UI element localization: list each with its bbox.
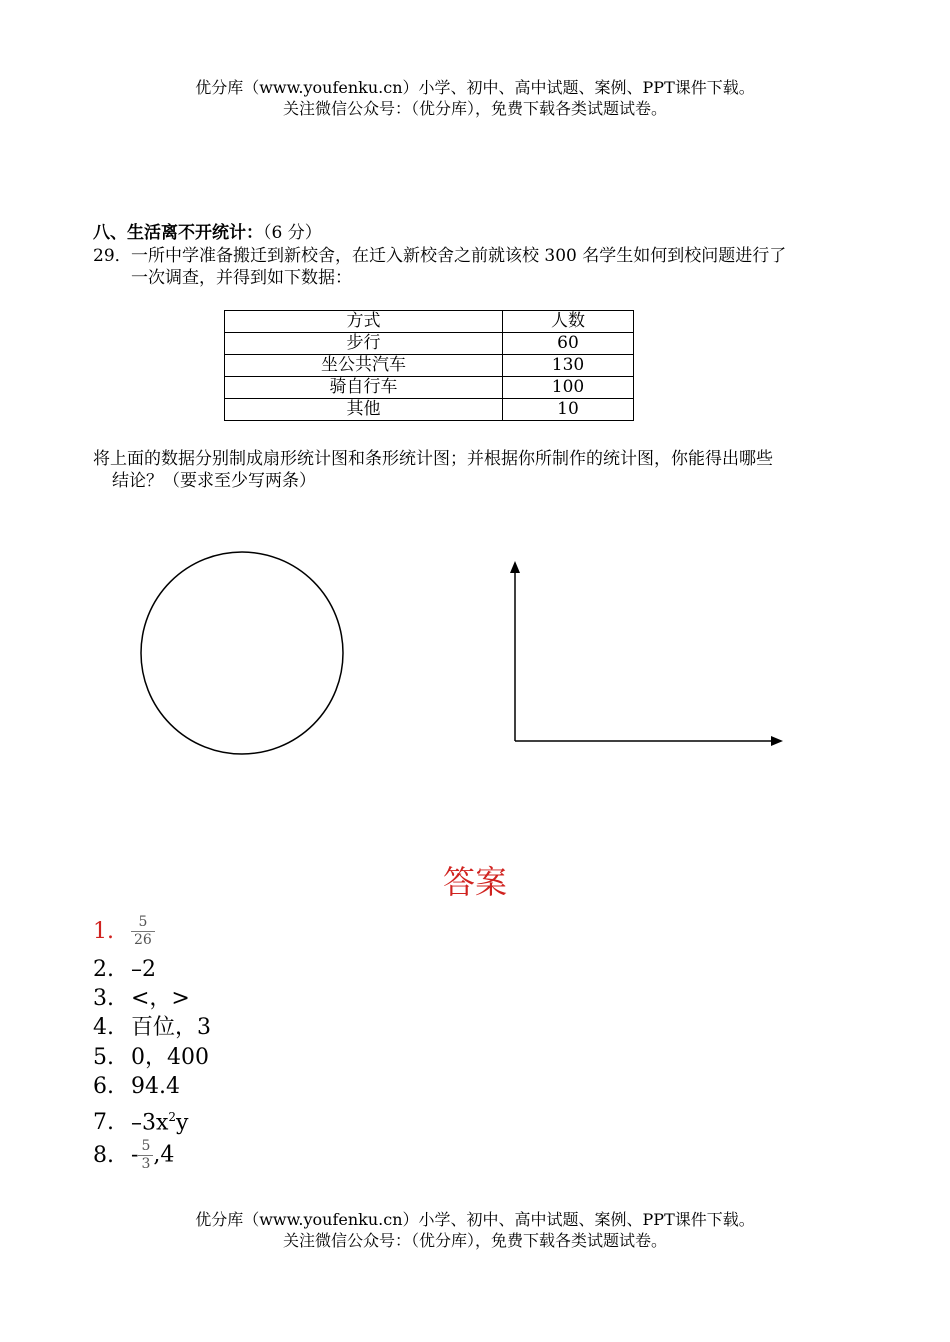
table-cell: 130 (503, 355, 634, 377)
answer-number: 3. (93, 986, 114, 1011)
answer-title: 答案 (442, 863, 507, 901)
blank-pie-chart-circle (141, 552, 343, 754)
table-cell: 100 (503, 377, 634, 399)
answer-item (93, 1073, 180, 1101)
question-text-line-2: 一次调查，并得到如下数据： (131, 268, 352, 288)
answer-item (93, 956, 156, 984)
answer-item (93, 1103, 188, 1137)
table-cell: 步行 (225, 333, 503, 355)
question-text-line-1: 一所中学准备搬迁到新校舍，在迁入新校舍之前就该校 300 名学生如何到校问题进行了 (131, 246, 787, 266)
blank-bar-chart-axes (510, 561, 783, 746)
answer-text: 0，400 (131, 1045, 209, 1070)
answer-number: 2. (93, 957, 114, 982)
fraction-numerator: 5 (131, 914, 155, 932)
answer-text: ,4 (153, 1142, 175, 1168)
header-line-1: 优分库（www.youfenku.cn）小学、初中、高中试题、案例、PPT课件下载。 (195, 78, 755, 97)
answer-item (93, 1014, 211, 1042)
answer-text: 百位，3 (131, 1015, 211, 1040)
question-number: 29． (93, 246, 132, 266)
section-points: （6 分） (263, 223, 322, 243)
y-axis-arrow (510, 561, 520, 573)
section-title-text: 八、生活离不开统计： (93, 223, 263, 243)
answer-fraction (138, 1138, 153, 1173)
table-header-cell: 方式 (225, 311, 503, 333)
answer-item (93, 914, 155, 949)
answer-text: y (176, 1110, 189, 1136)
answer-text: <，> (131, 986, 190, 1011)
table-cell: 骑自行车 (225, 377, 503, 399)
answer-text: –3x (131, 1110, 169, 1136)
answer-item (93, 1044, 209, 1072)
answer-number: 4. (93, 1015, 114, 1040)
footer-line-1: 优分库（www.youfenku.cn）小学、初中、高中试题、案例、PPT课件下载。 (195, 1210, 755, 1229)
answer-superscript: 2 (168, 1110, 177, 1124)
fraction-numerator: 5 (138, 1138, 153, 1156)
task-text-line-2: 结论？（要求至少写两条） (112, 471, 316, 491)
table-header-cell: 人数 (503, 311, 634, 333)
table-cell: 10 (503, 399, 634, 421)
answer-item (93, 985, 190, 1013)
table-cell: 其他 (225, 399, 503, 421)
answer-number: 1. (93, 918, 114, 944)
table-cell: 坐公共汽车 (225, 355, 503, 377)
answer-number: 7. (93, 1110, 114, 1136)
answer-number: 5. (93, 1045, 114, 1070)
answer-fraction (131, 914, 155, 949)
answer-item (93, 1138, 174, 1173)
answer-text: - (131, 1142, 139, 1168)
fraction-denominator: 26 (134, 932, 152, 948)
answer-number: 8. (93, 1142, 114, 1168)
header-line-2: 关注微信公众号：（优分库），免费下载各类试题试卷。 (282, 99, 667, 118)
task-text-line-1: 将上面的数据分别制成扇形统计图和条形统计图；并根据你所制作的统计图，你能得出哪些 (93, 449, 773, 469)
answer-text: 94.4 (131, 1074, 180, 1099)
answer-number: 6. (93, 1074, 114, 1099)
footer-line-2: 关注微信公众号：（优分库），免费下载各类试题试卷。 (282, 1231, 667, 1250)
table-cell: 60 (503, 333, 634, 355)
fraction-denominator: 3 (141, 1156, 151, 1172)
answer-text: –2 (131, 957, 156, 982)
x-axis-arrow (771, 736, 783, 746)
